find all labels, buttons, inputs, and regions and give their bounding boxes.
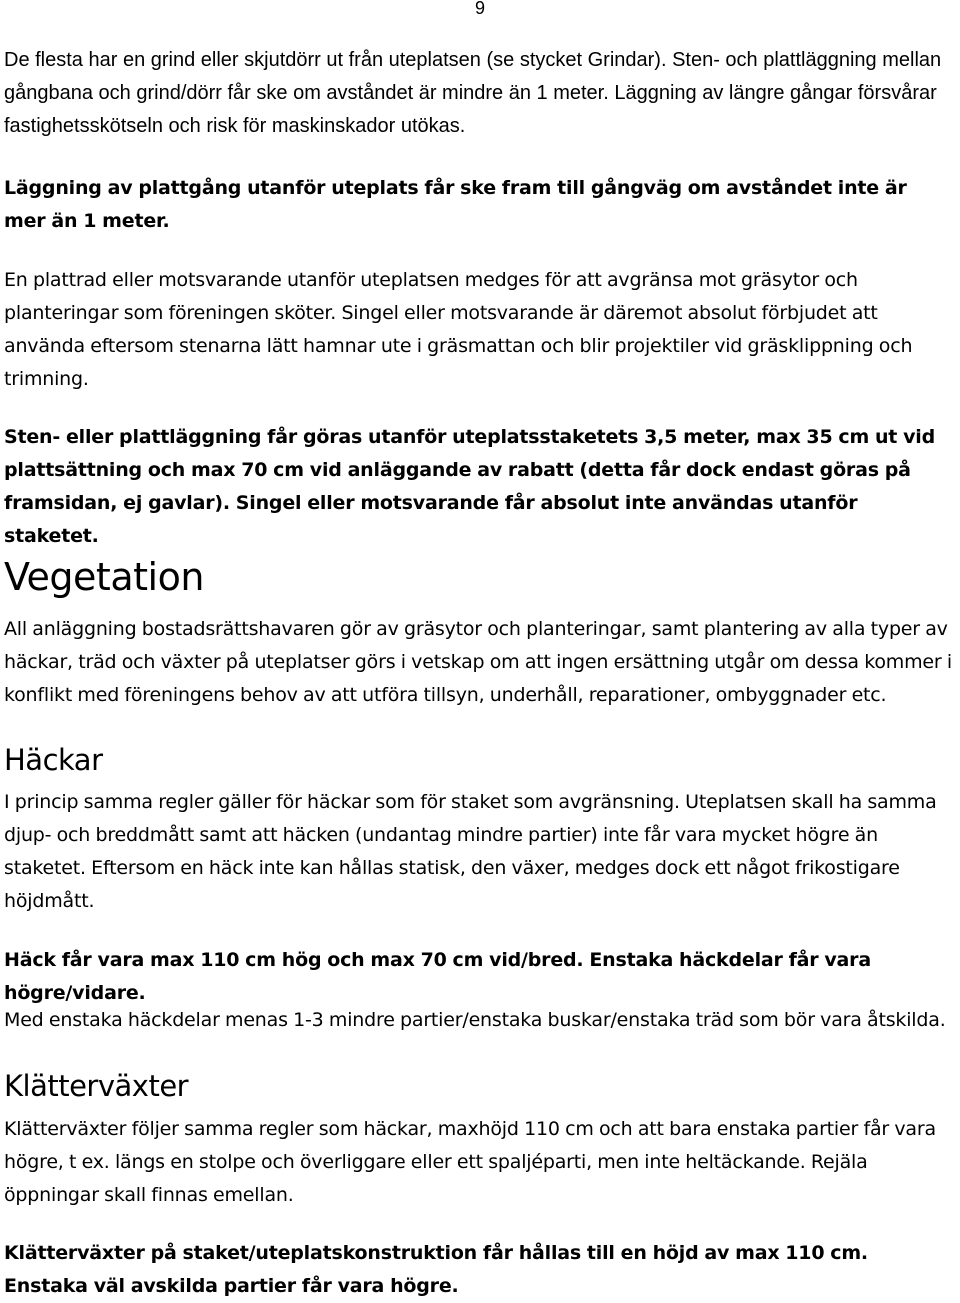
paragraph-hackar: I princip samma regler gäller för häckar som för staket som avgränsning. Uteplatsen skall ha samma djup- och breddmått samt att häcken (undantag mindre partier) inte får vara mycket högre än staketet. Eftersom en häck inte kan hållas statisk, den växer, medges dock ett något frikostigare höjdmått. (4, 791, 937, 912)
paragraph-paving-rule: Sten- eller plattläggning får göras utanför uteplatsstaketets 3,5 meter, max 35 cm ut vid plattsättning och max 70 cm vid anläggande av rabatt (detta får dock endast göras på framsidan, ej gavlar). Singel eller motsvarande får absolut inte användas utanför staketet. (4, 426, 935, 547)
paragraph-hackar-rule: Häck får vara max 110 cm hög och max 70 cm vid/bred. Enstaka häckdelar får vara högre/vidare. (4, 949, 871, 1004)
paragraph-slab-row: En plattrad eller motsvarande utanför uteplatsen medges för att avgränsa mot gräsytor och planteringar som föreningen sköter. Singel eller motsvarande är däremot absolut förbjudet att använda eftersom stenarna lätt hamnar ute i gräsmattan och blir projektiler vid gräsklippning och trimning. (4, 269, 913, 390)
paragraph-gates: De flesta har en grind eller skjutdörr ut från uteplatsen (se stycket Grindar). Sten- och plattläggning mellan gångbana och grind/dörr får ske om avståndet är mindre än 1 meter. Läggning av längre gångar försvårar fastighetsskötseln och risk för maskinskador utökas. (4, 49, 942, 137)
section-heading-vegetation: Vegetation (4, 555, 204, 599)
section-heading-hackar: Häckar (4, 743, 103, 777)
section-heading-klattervaxter: Klätterväxter (4, 1069, 189, 1103)
paragraph-klattervaxter-rule: Klätterväxter på staket/uteplatskonstruktion får hållas till en höjd av max 110 cm. Enstaka väl avskilda partier får vara högre. (4, 1242, 868, 1297)
paragraph-klattervaxter: Klätterväxter följer samma regler som häckar, maxhöjd 110 cm och att bara enstaka partier får vara högre, t ex. längs en stolpe och överliggare eller ett spaljéparti, men inte heltäckande. Rejäla öppningar skall finnas emellan. (4, 1118, 936, 1206)
paragraph-hackar-note: Med enstaka häckdelar menas 1-3 mindre partier/enstaka buskar/enstaka träd som bör vara åtskilda. (4, 1009, 946, 1031)
paragraph-vegetation: All anläggning bostadsrättshavaren gör av gräsytor och planteringar, samt plantering av alla typer av häckar, träd och växter på uteplatser görs i vetskap om att ingen ersättning utgår om dessa kommer i konflikt med föreningens behov av att utföra tillsyn, underhåll, reparationer, ombyggnader etc. (4, 618, 952, 706)
page-number: 9 (474, 0, 485, 18)
paragraph-path-rule: Läggning av plattgång utanför uteplats får ske fram till gångväg om avståndet inte är mer än 1 meter. (4, 177, 907, 232)
